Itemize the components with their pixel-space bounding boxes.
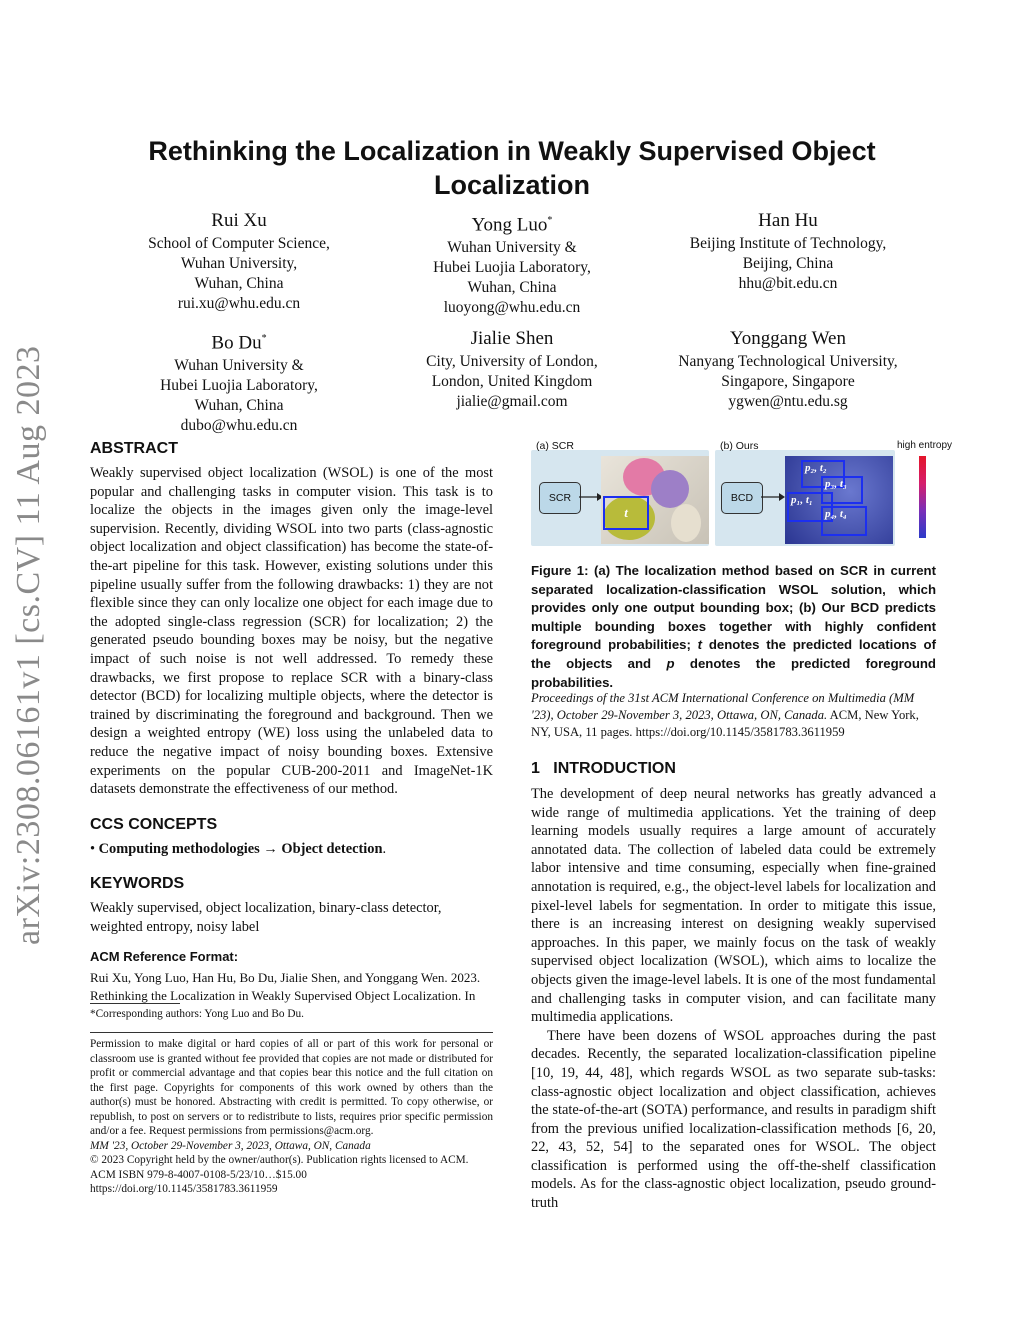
caption-var-p: p <box>666 655 675 671</box>
author-name: Yonggang Wen <box>729 328 846 349</box>
bbox-p3: p₃, t₃ <box>821 476 863 504</box>
doi-link[interactable]: https://doi.org/10.1145/3581783.3611959 <box>90 1183 278 1195</box>
author-block <box>362 326 662 412</box>
permission-rule <box>90 1032 493 1033</box>
author-affil: Wuhan, China <box>467 279 557 297</box>
caption-text: (a) The localization method based on SCR in current separated localization-classification WSOL solution, which provides only one output bounding box; (b) Our BCD predicts multiple bounding boxes together with highly confident foreground probabilities; <box>531 563 936 653</box>
arxiv-stamp: arXiv:2308.06161v1 [cs.CV] 11 Aug 2023 <box>10 345 47 945</box>
arrow-icon <box>761 490 785 504</box>
author-block <box>89 208 389 314</box>
footnote: *Corresponding authors: Yong Luo and Bo Du. <box>90 1008 305 1020</box>
author-affil: Hubei Luojia Laboratory, <box>433 259 591 277</box>
right-column <box>531 760 936 1213</box>
entropy-colorbar <box>919 456 926 538</box>
abstract-text: Weakly supervised object localization (WSOL) is one of the most popular and challenging tasks in computer vision. This task is to localize the objects in the images given only the image-level supervision. Recently, dividing WSOL into two parts (class-agnostic object localization and object classification) has become the state-of-the-art pipeline for this task. However, existing solutions under this pipeline usually suffer from the following drawbacks: 1) they are not flexible since they can only localize one object for each image due to the adopted single-class regression (SCR) for localization; 2) the generated pseudo bounding boxes may be noisy, but the negative impact of such noise is not well addressed. To remedy these drawbacks, we first propose to replace SCR with a binary-class detector (BCD) for localizing multiple objects, where the detector is trained by discriminating the foreground and background. Then we design a weighted entropy (WE) loss using the unlabeled data to reduce the negative impact of noisy bounding boxes. Extensive experiments on the popular CUB-200-2011 and ImageNet-1K datasets demonstrate the effectiveness of our method. <box>90 465 493 798</box>
keywords-text: Weakly supervised, object localization, binary-class detector, weighted entropy, noisy label <box>90 900 442 935</box>
abstract-heading: ABSTRACT <box>90 440 178 457</box>
caption-text: denotes the predicted locations of the objects and <box>531 637 936 671</box>
author-affil: Wuhan University & <box>174 357 304 375</box>
author-name: Yong Luo <box>471 214 548 236</box>
caption-var-t: t <box>697 637 703 653</box>
ccs-bullet: • <box>90 840 96 857</box>
author-name: Rui Xu <box>211 210 267 231</box>
author-affil: Singapore, Singapore <box>721 373 855 390</box>
author-affil: Wuhan University, <box>180 255 298 272</box>
acm-ref-text: Rui Xu, Yong Luo, Han Hu, Bo Du, Jialie Shen, and Yonggang Wen. 2023. Rethinking the Localization in Weakly Supervised Object Localization. In <box>90 970 481 1003</box>
keywords-heading: KEYWORDS <box>90 875 185 893</box>
intro-paragraph: There have been dozens of WSOL approaches during the past decades. Recently, the separated localization-classification pipeline [10, 19, 44, 48], which regards WSOL as two separate sub-tasks: class-agnostic object localization and object classification, achieves the state-of-the-art (SOTA) performance, and results in paradigm shift from the previous unified localization-classification methods [6, 20, 22, 43, 52, 54] to the separated ones for WSOL. The object classification is performed using the off-the-shelf classification models. As for the class-agnostic object localization, pseudo ground-truth <box>531 1027 936 1212</box>
author-affil: School of Computer Science, <box>148 235 330 252</box>
author-email: dubo@whu.edu.cn <box>180 417 298 435</box>
panel-b-label: (b) Ours <box>720 440 759 452</box>
copyright-line: © 2023 Copyright held by the owner/author(s). Publication rights licensed to ACM. <box>90 1154 469 1166</box>
author-block <box>362 208 662 318</box>
acm-ref-heading: ACM Reference Format: <box>90 949 239 965</box>
panel-a-label: (a) SCR <box>536 440 574 452</box>
author-affil: Wuhan, China <box>194 275 284 292</box>
author-email: ygwen@ntu.edu.sg <box>728 393 848 410</box>
section-number: 1 <box>531 760 540 777</box>
bcd-box: BCD <box>721 482 763 514</box>
permission-text: Permission to make digital or hard copies of all or part of this work for personal or classroom use is granted without fee provided that copies are not made or distributed for profit or commercial advantage and that copies bear this notice and the full citation on the first page. Copyrights for components of this work owned by others than the author(s) must be honored. Abstracting with credit is permitted. To copy otherwise, or republish, to post on servers or to redistribute to lists, requires prior specific permission and/or a fee. Request permissions from permissions@acm.org. <box>90 1038 493 1137</box>
author-email: jialie@gmail.com <box>456 393 568 410</box>
macaron-cream <box>671 504 701 542</box>
corresponding-mark: * <box>547 215 553 226</box>
author-affil: Nanyang Technological University, <box>678 353 898 370</box>
ccs-heading: CCS CONCEPTS <box>90 815 218 833</box>
conference-line: MM '23, October 29-November 3, 2023, Ottawa, ON, Canada <box>90 1139 371 1152</box>
ccs-line <box>90 840 493 859</box>
ccs-concept: Computing methodologies <box>98 840 260 857</box>
bbox-p2: p₂, t₂ <box>801 460 845 488</box>
intro-heading <box>531 760 936 778</box>
author-name: Jialie Shen <box>470 328 554 349</box>
corresponding-mark: * <box>261 333 267 344</box>
author-email: rui.xu@whu.edu.cn <box>177 295 301 312</box>
permission-block <box>90 1037 493 1197</box>
paper-title: Rethinking the Localization in Weakly Supervised Object Localization <box>148 136 876 200</box>
isbn-line: ACM ISBN 979-8-4007-0108-5/23/10…$15.00 <box>90 1168 307 1181</box>
author-block <box>89 326 389 436</box>
author-email: hhu@bit.edu.cn <box>738 275 838 292</box>
author-affil: Hubei Luojia Laboratory, <box>160 377 318 395</box>
macaron-purple <box>651 470 689 508</box>
bbox-p1: p₁, t₁ <box>787 492 833 522</box>
author-affil: Beijing Institute of Technology, <box>689 235 887 252</box>
caption-label: Figure 1: <box>531 563 589 578</box>
author-affil: Wuhan, China <box>194 397 284 415</box>
ccs-subconcept: Object detection <box>281 840 383 857</box>
figure-caption <box>531 562 936 692</box>
proceedings-title: Proceedings of the 31st ACM International Conference on Multimedia (MM '23), October 29-November 3, 2023, Ottawa, ON, Canada. <box>531 691 915 722</box>
proceedings-rest: ACM, New York, NY, USA, 11 pages. https://doi.org/10.1145/3581783.3611959 <box>531 708 919 739</box>
author-email: luoyong@whu.edu.cn <box>443 299 581 317</box>
arrow-icon <box>579 490 603 504</box>
author-affil: Beijing, China <box>742 255 834 272</box>
ccs-arrow: → <box>263 840 278 857</box>
bbox-t: t <box>603 496 649 530</box>
proceedings-info <box>531 690 936 741</box>
author-block <box>638 208 938 294</box>
ccs-end: . <box>382 840 387 857</box>
author-block <box>638 326 938 412</box>
bbox-p4: p₄, t₄ <box>821 506 867 536</box>
section-title: INTRODUCTION <box>553 760 676 777</box>
author-affil: Wuhan University & <box>447 239 577 257</box>
figure-1 <box>531 440 956 552</box>
entropy-label: high entropy <box>897 440 953 451</box>
intro-paragraph: The development of deep neural networks has greatly advanced a wide range of multimedia applications. Yet the training of deep learning models usually requires a large amount of accurately annotated data. The collection of labeled data could be extremely labor intensive and time consuming, especially when fine-grained annotation is required, e.g., the object-level labels for localization and pixel-level labels for segmentation. In order to mitigate this issue, there is an increasing interest on designing weakly supervised approaches. In this paper, we mainly focus on the task of weakly supervised object localization (WSOL), which aims to localize the objects given the image-level labels. It is one of the most fundamental and challenging tasks in computer vision, and can facilitate many multimedia applications. <box>531 786 936 1026</box>
author-affil: City, University of London, <box>426 353 598 370</box>
scr-box: SCR <box>539 482 581 514</box>
author-name: Han Hu <box>758 210 818 231</box>
author-name: Bo Du <box>211 332 262 354</box>
author-affil: London, United Kingdom <box>431 373 593 390</box>
caption-text: denotes the predicted foreground probabilities. <box>531 655 936 690</box>
footnote-rule <box>90 1003 180 1004</box>
left-column <box>90 440 493 1004</box>
